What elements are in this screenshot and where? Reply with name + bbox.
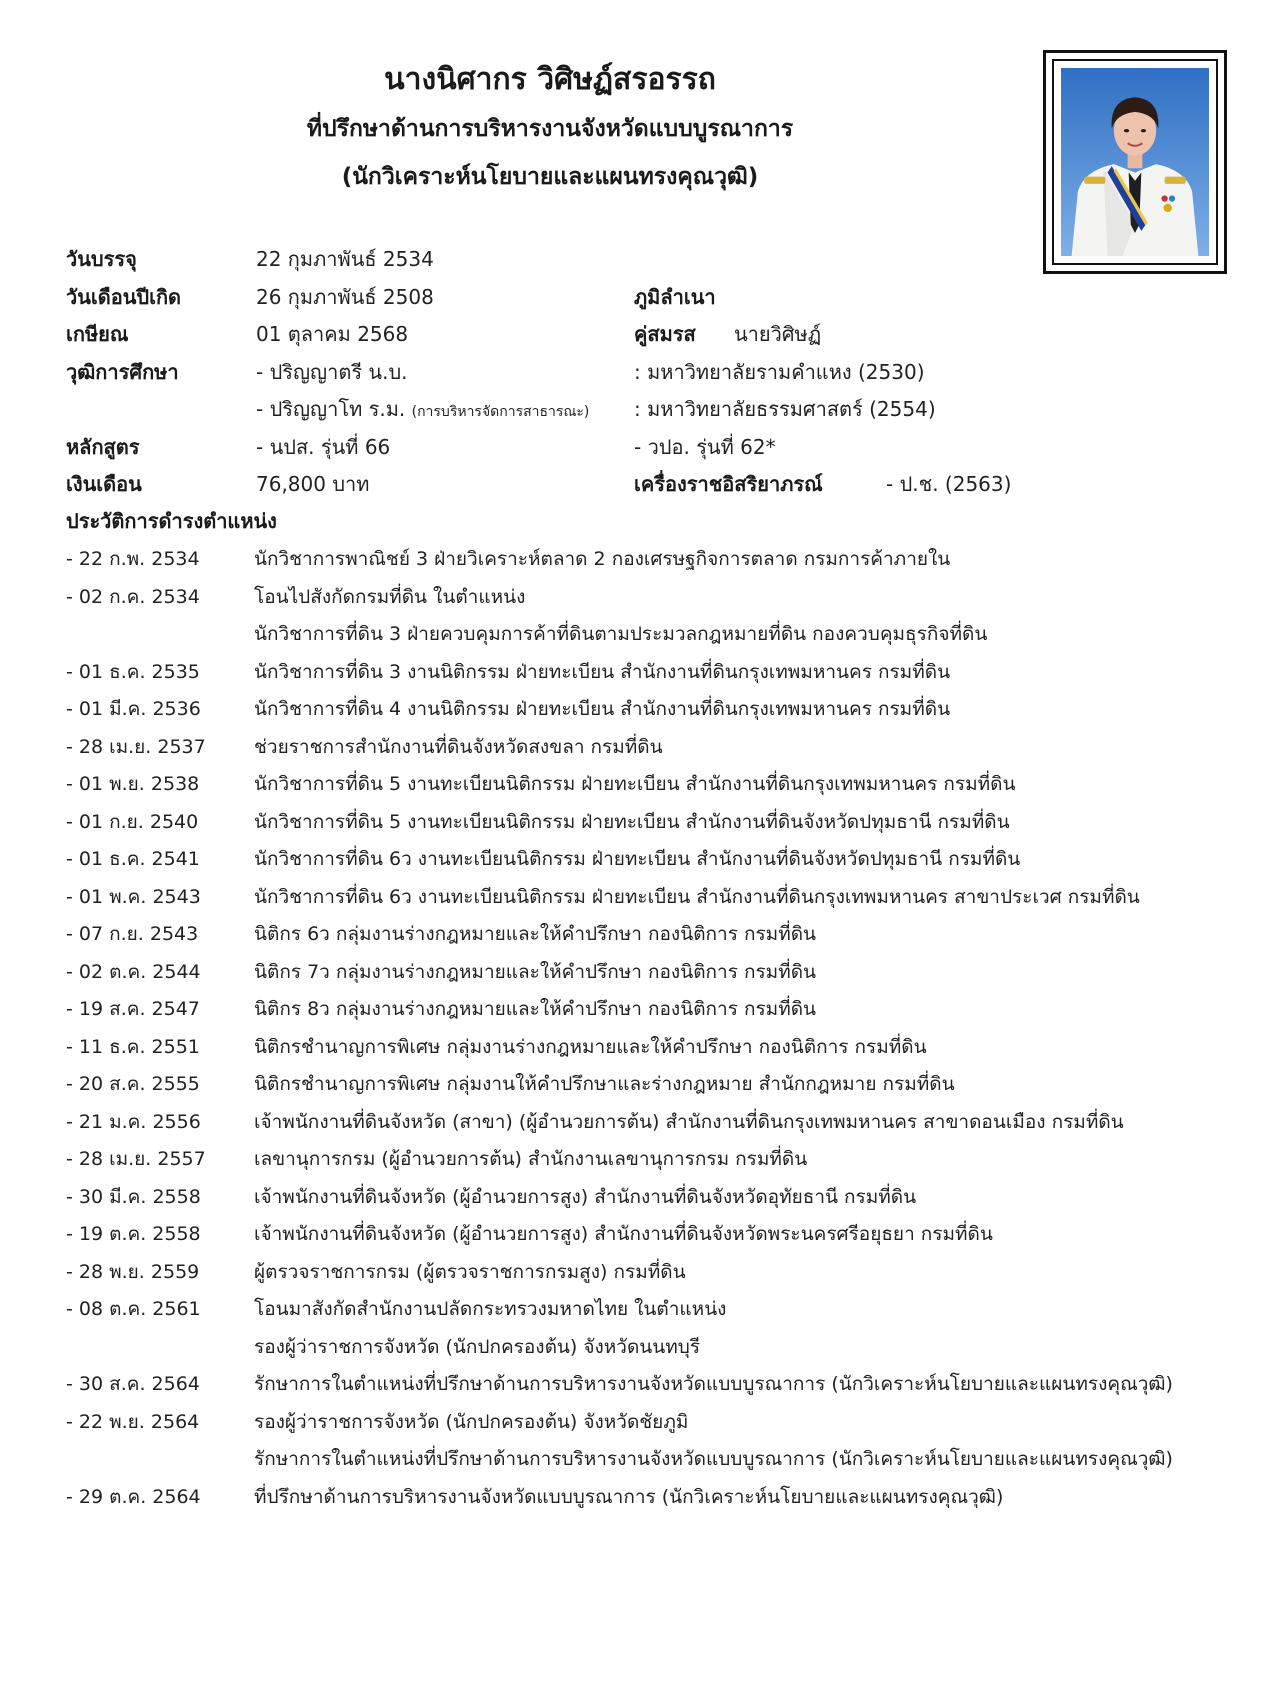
history-entry (66, 1104, 1226, 1142)
history-date: - 01 พ.ค. 2543 (66, 885, 201, 908)
history-entry (66, 579, 1226, 654)
history-description: เจ้าพนักงานที่ดินจังหวัด (ผู้อำนวยการสูง) สำนักงานที่ดินจังหวัดอุทัยธานี กรมที่ดิน (254, 1185, 917, 1208)
degree-master (256, 391, 589, 432)
history-line (66, 1404, 1226, 1442)
history-date: - 07 ก.ย. 2543 (66, 923, 199, 945)
history-line (66, 766, 1226, 804)
decoration-label: เครื่องราชอิสริยาภรณ์ (634, 472, 823, 496)
appoint-row (66, 241, 1216, 279)
history-line (66, 1029, 1226, 1067)
history-line (66, 954, 1226, 992)
spouse-value: นายวิศิษฏ์ (734, 322, 822, 346)
history-description: นิติกร 7ว กลุ่มงานร่างกฎหมายและให้คำปรึกษา กองนิติการ กรมที่ดิน (254, 960, 817, 983)
appoint-label: วันบรรจุ (66, 247, 137, 271)
person-name: นางนิศากร วิศิษฏ์สรอรรถ (384, 62, 716, 97)
history-entry (66, 841, 1226, 879)
decoration-value: - ป.ช. (2563) (886, 472, 1012, 496)
history-entry (66, 691, 1226, 729)
portrait-image (1061, 68, 1209, 256)
degree-master-school: : มหาวิทยาลัยธรรมศาสตร์ (2554) (634, 397, 936, 421)
history-description: นิติกร 6ว กลุ่มงานร่างกฎหมายและให้คำปรึกษา กองนิติการ กรมที่ดิน (254, 923, 817, 945)
hometown-label: ภูมิลำเนา (634, 284, 716, 309)
history-line (66, 1479, 1226, 1517)
position-subtitle: (นักวิเคราะห์นโยบายและแผนทรงคุณวุฒิ) (341, 164, 759, 190)
history-entry (66, 1254, 1226, 1292)
history-description: ผู้ตรวจราชการกรม (ผู้ตรวจราชการกรมสูง) กรมที่ดิน (254, 1260, 686, 1283)
history-description: นิติกรชำนาญการพิเศษ กลุ่มงานร่างกฎหมายและให้คำปรึกษา กองนิติการ กรมที่ดิน (254, 1035, 927, 1058)
degree-bachelor: - ปริญญาตรี น.บ. (256, 359, 408, 384)
position-title: ที่ปรึกษาด้านการบริหารงานจังหวัดแบบบูรณาการ (306, 116, 794, 142)
history-line (66, 1104, 1226, 1142)
history-entry (66, 879, 1226, 917)
birth-label: วันเดือนปีเกิด (66, 284, 182, 309)
history-date: - 08 ต.ค. 2561 (66, 1298, 201, 1320)
position-history (66, 541, 1226, 1516)
history-description: ที่ปรึกษาด้านการบริหารงานจังหวัดแบบบูรณาการ (นักวิเคราะห์นโยบายและแผนทรงคุณวุฒิ) (254, 1485, 1004, 1508)
history-date: - 22 พ.ย. 2564 (66, 1410, 200, 1433)
appoint-value: 22 กุมภาพันธ์ 2534 (256, 247, 434, 271)
education-row-2 (66, 391, 1216, 429)
personal-info (66, 241, 1216, 504)
history-line (66, 616, 1226, 654)
history-description: นิติกรชำนาญการพิเศษ กลุ่มงานให้คำปรึกษาและร่างกฎหมาย สำนักกฎหมาย กรมที่ดิน (254, 1073, 955, 1095)
history-description: นักวิชาการที่ดิน 6ว งานทะเบียนนิติกรรม ฝ่ายทะเบียน สำนักงานที่ดินกรุงเทพมหานคร สาขาประเวศ กรมที่ดิน (254, 885, 1140, 908)
retire-label: เกษียณ (66, 322, 129, 346)
history-entry (66, 954, 1226, 992)
history-line (66, 1254, 1226, 1292)
history-date: - 11 ธ.ค. 2551 (66, 1035, 200, 1058)
retire-value: 01 ตุลาคม 2568 (256, 322, 409, 346)
history-line (66, 841, 1226, 879)
history-date: - 22 ก.พ. 2534 (66, 548, 200, 570)
salary-value: 76,800 บาท (256, 472, 370, 496)
history-date: - 01 ก.ย. 2540 (66, 810, 199, 833)
history-description: เลขานุการกรม (ผู้อำนวยการต้น) สำนักงานเลขานุการกรม กรมที่ดิน (254, 1148, 808, 1170)
history-entry (66, 1029, 1226, 1067)
history-line (66, 916, 1226, 954)
history-description: รักษาการในตำแหน่งที่ปรึกษาด้านการบริหารงานจังหวัดแบบบูรณาการ (นักวิเคราะห์นโยบายและแผนทรงคุณวุฒิ) (254, 1448, 1173, 1470)
course-2: - วปอ. รุ่นที่ 62* (634, 434, 776, 459)
history-date: - 01 ธ.ค. 2535 (66, 660, 200, 683)
history-description: นักวิชาการที่ดิน 5 งานทะเบียนนิติกรรม ฝ่ายทะเบียน สำนักงานที่ดินกรุงเทพมหานคร กรมที่ดิน (254, 773, 1016, 795)
history-date: - 30 ส.ค. 2564 (66, 1373, 200, 1395)
history-description: นักวิชาการที่ดิน 5 งานทะเบียนนิติกรรม ฝ่ายทะเบียน สำนักงานที่ดินจังหวัดปทุมธานี กรมที่ดิน (254, 810, 1010, 833)
history-heading: ประวัติการดำรงตำแหน่ง (66, 509, 277, 533)
history-line (66, 991, 1226, 1029)
history-line (66, 1179, 1226, 1217)
history-date: - 19 ต.ค. 2558 (66, 1223, 201, 1245)
history-entry (66, 1404, 1226, 1479)
history-description: รองผู้ว่าราชการจังหวัด (นักปกครองต้น) จังหวัดนนทบุรี (254, 1335, 701, 1358)
history-description: นักวิชาการพาณิชย์ 3 ฝ่ายวิเคราะห์ตลาด 2 กองเศรษฐกิจการตลาด กรมการค้าภายใน (254, 548, 951, 570)
history-line (66, 1141, 1226, 1179)
history-entry (66, 991, 1226, 1029)
history-entry (66, 729, 1226, 767)
history-description: นักวิชาการที่ดิน 4 งานนิติกรรม ฝ่ายทะเบียน สำนักงานที่ดินกรุงเทพมหานคร กรมที่ดิน (254, 698, 951, 720)
history-date: - 28 เม.ย. 2557 (66, 1148, 206, 1170)
history-description: รองผู้ว่าราชการจังหวัด (นักปกครองต้น) จังหวัดชัยภูมิ (254, 1410, 689, 1433)
history-date: - 01 พ.ย. 2538 (66, 773, 200, 795)
history-entry (66, 654, 1226, 692)
history-line (66, 804, 1226, 842)
history-line (66, 579, 1226, 617)
course-1: - นปส. รุ่นที่ 66 (256, 434, 391, 459)
history-entry (66, 1216, 1226, 1254)
history-line (66, 1441, 1226, 1479)
history-description: เจ้าพนักงานที่ดินจังหวัด (ผู้อำนวยการสูง) สำนักงานที่ดินจังหวัดพระนครศรีอยุธยา กรมที่ดิน (254, 1223, 993, 1245)
history-description: นิติกร 8ว กลุ่มงานร่างกฎหมายและให้คำปรึกษา กองนิติการ กรมที่ดิน (254, 998, 817, 1020)
history-entry (66, 1141, 1226, 1179)
salary-row (66, 466, 1216, 504)
header (150, 55, 950, 201)
history-description: เจ้าพนักงานที่ดินจังหวัด (สาขา) (ผู้อำนวยการต้น) สำนักงานที่ดินกรุงเทพมหานคร สาขาดอนเมือง กรมที่ดิน (254, 1110, 1124, 1133)
retire-row (66, 316, 1216, 354)
history-line (66, 1291, 1226, 1329)
history-line (66, 1366, 1226, 1404)
history-entry (66, 1366, 1226, 1404)
history-description: โอนมาสังกัดสำนักงานปลัดกระทรวงมหาดไทย ในตำแหน่ง (254, 1298, 727, 1320)
degree-master-text: - ปริญญาโท ร.ม. (256, 397, 406, 421)
history-line (66, 541, 1226, 579)
spouse-label: คู่สมรส (634, 322, 696, 346)
history-description: รักษาการในตำแหน่งที่ปรึกษาด้านการบริหารงานจังหวัดแบบบูรณาการ (นักวิเคราะห์นโยบายและแผนทรงคุณวุฒิ) (254, 1373, 1173, 1395)
history-line (66, 1216, 1226, 1254)
history-description: ช่วยราชการสำนักงานที่ดินจังหวัดสงขลา กรมที่ดิน (254, 735, 663, 758)
birth-value: 26 กุมภาพันธ์ 2508 (256, 284, 434, 309)
history-line (66, 691, 1226, 729)
history-date: - 02 ต.ค. 2544 (66, 960, 201, 983)
salary-label: เงินเดือน (66, 472, 142, 496)
history-line (66, 654, 1226, 692)
degree-bachelor-school: : มหาวิทยาลัยรามคำแหง (2530) (634, 359, 925, 384)
history-entry (66, 1066, 1226, 1104)
history-description: นักวิชาการที่ดิน 3 งานนิติกรรม ฝ่ายทะเบียน สำนักงานที่ดินกรุงเทพมหานคร กรมที่ดิน (254, 660, 951, 683)
history-entry (66, 1291, 1226, 1366)
history-line (66, 1066, 1226, 1104)
history-line (66, 729, 1226, 767)
history-description: นักวิชาการที่ดิน 6ว งานทะเบียนนิติกรรม ฝ่ายทะเบียน สำนักงานที่ดินจังหวัดปทุมธานี กรมที่ดิน (254, 848, 1021, 870)
portrait-photo (1052, 59, 1218, 265)
degree-master-note: (การบริหารจัดการสาธารณะ) (411, 404, 590, 420)
history-description: โอนไปสังกัดกรมที่ดิน ในตำแหน่ง (254, 585, 526, 608)
history-entry (66, 1479, 1226, 1517)
history-date: - 20 ส.ค. 2555 (66, 1073, 200, 1095)
birth-row (66, 279, 1216, 317)
history-line (66, 1329, 1226, 1367)
history-entry (66, 541, 1226, 579)
course-label: หลักสูตร (66, 434, 140, 459)
education-row (66, 354, 1216, 392)
history-description: นักวิชาการที่ดิน 3 ฝ่ายควบคุมการค้าที่ดินตามประมวลกฎหมายที่ดิน กองควบคุมธุรกิจที่ดิน (254, 623, 988, 645)
history-entry (66, 1179, 1226, 1217)
history-date: - 28 พ.ย. 2559 (66, 1260, 200, 1283)
education-label: วุฒิการศึกษา (66, 359, 179, 384)
history-line (66, 879, 1226, 917)
history-date: - 30 มี.ค. 2558 (66, 1185, 201, 1208)
course-row (66, 429, 1216, 467)
history-date: - 29 ต.ค. 2564 (66, 1485, 201, 1508)
history-date: - 02 ก.ค. 2534 (66, 585, 200, 608)
history-entry (66, 916, 1226, 954)
history-date: - 21 ม.ค. 2556 (66, 1110, 201, 1133)
history-entry (66, 766, 1226, 804)
history-date: - 19 ส.ค. 2547 (66, 998, 200, 1020)
history-date: - 01 ธ.ค. 2541 (66, 848, 200, 870)
history-date: - 28 เม.ย. 2537 (66, 735, 206, 758)
history-date: - 01 มี.ค. 2536 (66, 698, 201, 720)
history-entry (66, 804, 1226, 842)
